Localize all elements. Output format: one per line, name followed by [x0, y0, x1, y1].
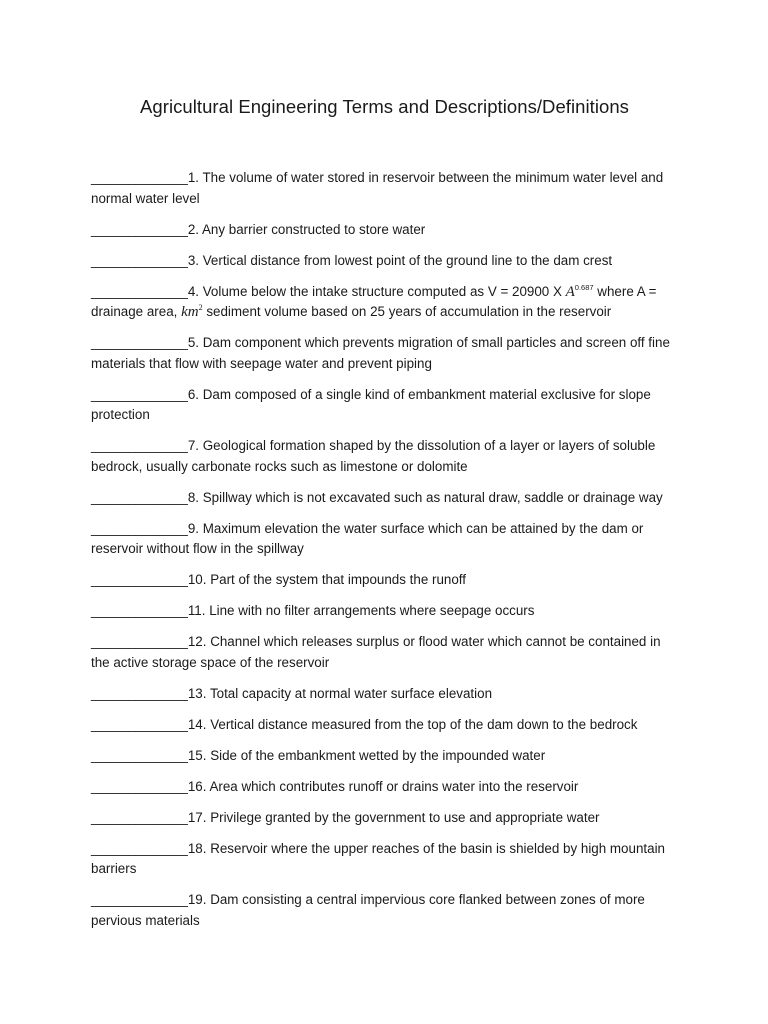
question-number: 8. — [187, 489, 199, 505]
question-text: Dam consisting a central impervious core flanked between zones of more pervious materials — [91, 892, 645, 928]
question-number: 2. — [187, 221, 199, 237]
question-text: Vertical distance from lowest point of the ground line to the dam crest — [202, 252, 613, 268]
answer-blank: _____________ — [91, 489, 188, 505]
question-item-3 — [91, 251, 678, 272]
answer-blank: _____________ — [91, 283, 188, 299]
question-text: Reservoir where the upper reaches of the basin is shielded by high mountain barriers — [91, 840, 665, 876]
answer-blank: _____________ — [91, 840, 188, 856]
question-item-16 — [91, 777, 678, 798]
question-text: Dam component which prevents migration of small particles and screen off fine materials that flow with seepage water and prevent piping — [91, 335, 670, 371]
formula-variable: A — [565, 283, 575, 300]
question-text: Side of the embankment wetted by the impounded water — [210, 747, 546, 763]
question-text: Maximum elevation the water surface which can be attained by the dam or reservoir without flow in the spillway — [91, 520, 644, 556]
question-item-17 — [91, 808, 678, 829]
answer-blank: _____________ — [91, 603, 188, 618]
question-text: Vertical distance measured from the top of the dam down to the bedrock — [210, 716, 638, 732]
question-number: 13. — [187, 685, 207, 701]
question-item-6 — [91, 385, 678, 426]
question-number: 1. — [187, 170, 199, 185]
question-number: 19. — [187, 892, 207, 907]
answer-blank: _____________ — [91, 778, 188, 794]
question-item-15 — [91, 746, 678, 767]
answer-blank: _____________ — [91, 685, 188, 701]
question-item-14 — [91, 715, 678, 736]
unit-symbol: km — [181, 304, 199, 320]
question-text: Dam composed of a single kind of embankment material exclusive for slope protection — [91, 386, 651, 422]
question-item-8 — [91, 488, 678, 509]
answer-blank: _____________ — [91, 634, 188, 649]
answer-blank: _____________ — [91, 221, 188, 237]
answer-blank: _____________ — [91, 892, 188, 907]
answer-blank: _____________ — [91, 747, 188, 763]
question-number: 6. — [187, 386, 199, 402]
question-list — [91, 168, 678, 931]
question-number: 7. — [187, 438, 199, 453]
question-number: 3. — [187, 252, 199, 268]
question-text: The volume of water stored in reservoir between the minimum water level and normal water level — [91, 170, 664, 206]
question-text: Spillway which is not excavated such as natural draw, saddle or drainage way — [202, 489, 663, 505]
question-text: Channel which releases surplus or flood water which cannot be contained in the active storage space of the reservoir — [91, 634, 661, 670]
question-text: Area which contributes runoff or drains water into the reservoir — [209, 778, 579, 794]
question-number: 14. — [187, 716, 207, 732]
question-item-2 — [91, 220, 678, 241]
answer-blank: _____________ — [91, 809, 188, 825]
answer-blank: _____________ — [91, 252, 188, 268]
question-item-11 — [91, 601, 678, 622]
answer-blank: _____________ — [91, 386, 188, 402]
question-item-18 — [91, 839, 678, 880]
answer-blank: _____________ — [91, 572, 188, 587]
unit-exponent: 2 — [198, 303, 203, 312]
unit-variable — [181, 304, 203, 320]
question-text: Geological formation shaped by the dissolution of a layer or layers of soluble bedrock, usually carbonate rocks such as limestone or dolomite — [91, 438, 656, 474]
question-text-middle: where A = drainage area, — [91, 283, 657, 319]
question-number: 12. — [187, 634, 207, 649]
answer-blank: _____________ — [91, 335, 188, 350]
question-text: Part of the system that impounds the runoff — [210, 572, 466, 587]
question-item-1 — [91, 168, 678, 209]
question-item-12 — [91, 632, 678, 673]
question-text-after: sediment volume based on 25 years of accumulation in the reservoir — [202, 304, 612, 319]
question-text: Line with no filter arrangements where seepage occurs — [209, 603, 535, 618]
question-number: 11. — [187, 603, 206, 618]
answer-blank: _____________ — [91, 170, 188, 185]
question-number: 10. — [187, 572, 207, 587]
question-item-10 — [91, 570, 678, 591]
question-number: 18. — [187, 840, 207, 856]
question-text: Privilege granted by the government to use and appropriate water — [210, 809, 600, 825]
question-text: Total capacity at normal water surface elevation — [209, 685, 493, 701]
question-number: 9. — [187, 520, 199, 536]
question-number: 17. — [187, 809, 207, 825]
answer-blank: _____________ — [91, 438, 188, 453]
question-item-5 — [91, 333, 678, 374]
question-number: 15. — [187, 747, 207, 763]
formula-exponent: 0.687 — [574, 282, 594, 292]
question-item-9 — [91, 519, 678, 560]
answer-blank: _____________ — [91, 716, 188, 732]
question-number: 5. — [187, 335, 199, 350]
answer-blank: _____________ — [91, 520, 188, 536]
question-item-19 — [91, 890, 678, 931]
question-item-4 — [91, 282, 678, 323]
question-text: Any barrier constructed to store water — [201, 221, 426, 237]
question-item-7 — [91, 436, 678, 477]
question-text-before: Volume below the intake structure computed as V = 20900 X — [202, 283, 566, 299]
question-number: 16. — [187, 778, 207, 794]
document-title: Agricultural Engineering Terms and Descriptions/Definitions — [140, 96, 629, 117]
question-item-13 — [91, 684, 678, 705]
question-number: 4. — [187, 283, 199, 299]
